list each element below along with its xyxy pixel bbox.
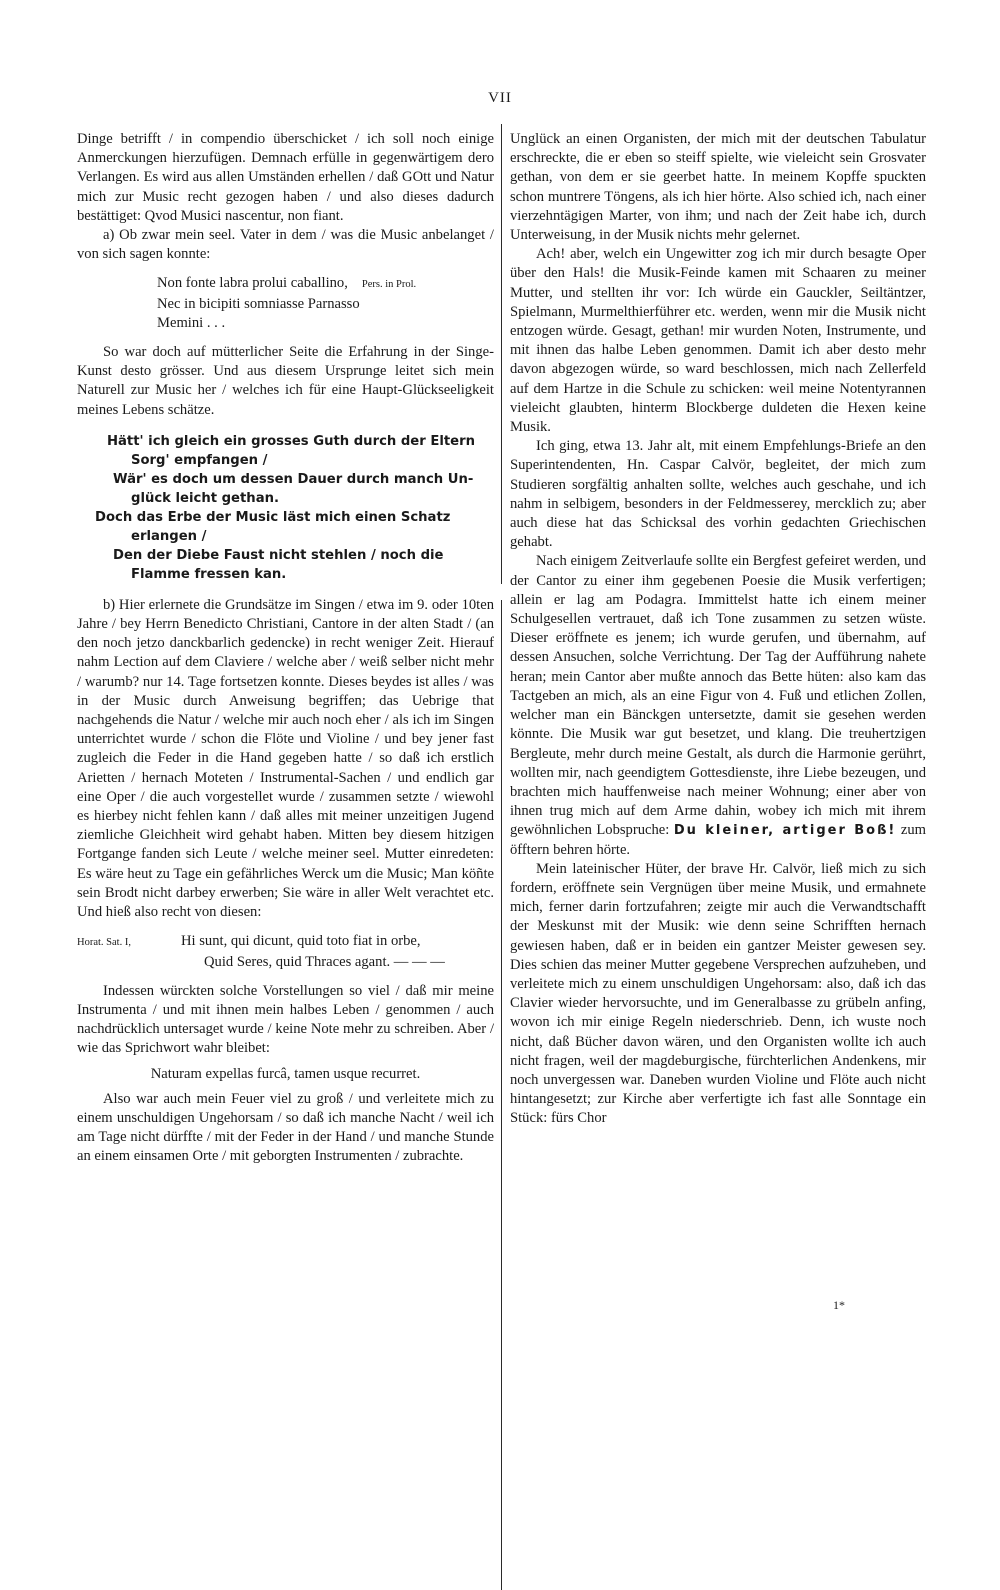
verse-line: Non fonte labra prolui caballino, [157,275,348,292]
page-number: VII [488,90,512,106]
paragraph: Unglück an einen Organisten, der mich mit der deutschen Tabulatur erschreckte, die er eben so steiff spielte, wie vieleicht sein Grosvater gethan, von dem er sie geerbet hatte. In meinem Kopffe spuckten schon muntrere Töngens, als ich hier hörte. Also schied ich, nach einer vierzehntägigen Marter, von ihm; und nach der Zeit habe ich, durch Unterweisung, in der Musik nichts mehr gelernet. [510,131,926,244]
verse-reference: Pers. in Prol. [361,279,417,291]
latin-verse [77,274,494,333]
paragraph: Ich ging, etwa 13. Jahr alt, mit einem Empfehlungs-Briefe an den Superintendenten, Hn. Caspar Calvör, begleitet, der mich zum Studieren sorgfältig anhalten sollte, welches auch geschahe, und ich nahm in selbigem, besonders in der Feldmesserey, mercklich zu; aber auch diese hat das Schicksal des vorhin gedachten Griechischen gehabt. [510,438,926,551]
poem-line: Den der Diebe Faust nicht stehlen / noch die [113,547,444,563]
poem-line: Wär' es doch um dessen Dauer durch manch Un- [113,471,474,487]
poem-line: glück leicht gethan. [131,490,279,506]
column-divider [501,124,502,584]
paragraph: Ach! aber, welch ein Ungewitter zog ich mir durch besagte Oper über den Hals! die Musik-Feinde kamen mit Schaaren zu meiner Mutter, und stellten ihr vor: Ich würde ein Gauckler, Seiltäntzer, Spielmann, Murmelthierführer etc. werden, wenn mir die Musik nicht entzogen würde. Gesagt, gethan! mir wurden Noten, Instrumente, und mit ihnen das halbe Leben genommen. Damit ich aber desto mehr davon abgezogen würde, so ward beschlossen, mich nach Zellerfeld auf dem Hartze in die Schule zu schicken: weil meine Notentyrannen vieleicht glaubten, hinterm Blockberge duldeten die Hexen keine Musik. [510,246,926,436]
paragraph-text: zum öfftern behren hörte. [510,822,926,858]
paragraph: Mein lateinischer Hüter, der brave Hr. Calvör, ließ mich zu sich fordern, eröffnete sein Vergnügen über meine Musik, und ermahnete mich, ferner darin fortzufahren; zeigte mir auch die Verwandtschafft der Meskunst mit der Musik: wie denn seine Schrifften hernach gewiesen haben, daß er in beiden ein gantzer Meister gewesen sey. Dies schien das meiner Mutter gegebene Versprechen aufzuheben, und verleitete mich zu einem unschuldigen Ungehorsam: also, daß ich das Clavier wieder hervorsuchte, und im Generalbasse zu grübeln anfing, wovon ich mir einige Regeln niederschrieb. Denn, ich wuste noch nicht, daß Bücher davon wären, und den Organisten wollte ich auch nicht fragen, weil der magdeburgische, fürchterlichen Andenkens, mir noch unvergessen war. Daneben wurden Violine und Flöte auch nicht hintangesetzt; zur Kirche aber verfertigte ich fast alle Sonntage ein Stück: fürs Chor [510,860,926,1127]
quote-source: Horat. Sat. I, [77,937,131,949]
signature-mark: 1* [833,1298,845,1312]
right-column [510,130,926,1129]
paragraph [510,552,926,859]
poem-line: erlangen / [131,528,207,544]
paragraph: Indessen würckten solche Vorstellungen so viel / daß mir meine Instrumenta / und mit ihnen mein halbes Leben / genommen / auch nachdrücklich untersaget wurde / keine Note mehr zu schreiben. Aber / wie das Sprichwort wahr bleibet: [77,982,494,1057]
paragraph: So war doch auf mütterlicher Seite die Erfahrung in der Singe-Kunst desto grösser. Und aus diesem Ursprunge leitet sich mein Naturell zur Music her / welches ich für eine Haupt-Glückseeligkeit meines Lebens schätze. [77,344,494,418]
horace-quote [77,932,494,971]
paragraph: Dinge betrifft / in compendio überschicket / ich soll noch einige Anmerckungen hierzufügen. Demnach erfülle in gegenwärtigem dero Verlangen. Es wird aus allen Umständen erhellen / daß GOtt und Natur mich zur Music recht gezogen haben / und also dieses dadurch bestättiget: Qvod Musici nascentur, non fiant. [77,131,494,224]
poem-line: Sorg' empfangen / [131,452,268,468]
left-column [77,130,494,1167]
poem-line: Doch das Erbe der Music läst mich einen Schatz [95,509,451,525]
spaced-quote: Du kleiner, artiger Boß! [673,823,897,839]
verse-line: Memini . . . [157,314,226,331]
german-poem [77,432,494,584]
poem-line: Hätt' ich gleich ein grosses Guth durch der Eltern [107,433,476,449]
column-divider [501,600,502,1590]
paragraph-text: Nach einigem Zeitverlaufe sollte ein Bergfest gefeiret werden, und der Cantor zu einer ihm gegebenen Poesie die Musik verfertigen; allein er lag am Podagra. Immittelst hatte ich einem meiner Schulgesellen vertrauet, daß ich Tone zusammen zu setzen wüste. Dieser eröffnete es jenem; ich wurde gerufen, und übernahm, auf dessen Ansuchen, solche Verrichtung. Der Tag der Aufführung nahete heran; mein Cantor aber mußte annoch das Bette hüten: also kam das Tactgeben an mich, als an eine Figur von 4. Fuß und etlichen Zollen, welcher man ein Bänckgen untersetzte, damit sie gesehen werden könnte. Die Musik war gut besetzet, und klang. Die treuhertzigen Bergleute, mehr durch meine Gestalt, als durch die Harmonie gerührt, wollten mir, nach geendigtem Gottesdienste, ihre Liebe bezeugen, und brachten mich hauffenweise nach meiner Wohnung; einer aber von ihnen trug mich auf dem Arme dahin, wobey ich mich mit ihrem gewöhnlichen Lobspruche: [510,553,926,839]
paragraph: Also war auch mein Feuer viel zu groß / und verleitete mich zu einem unschuldigen Ungehorsam / so daß ich manche Nacht / weil ich am Tage nicht dürffte / mit der Feder in der Hand / und manche Stunde an einem einsamen Orte / mit geborgten Instrumenten / zubrachte. [77,1090,494,1165]
paragraph: b) Hier erlernete die Grundsätze im Singen / etwa im 9. oder 10ten Jahre / bey Herrn Benedicto Christiani, Cantore in der alten Stadt / (an den noch jetzo danckbarlich gedencke) in recht weniger Zeit. Hierauf nahm Lection auf dem Claviere / welche aber / weiß selber nicht mehr / warumb? nur 14. Tage fortsetzen konnte. Dieses beydes ist alles / was in der Music durch Anweisung begriffen; das Uebrige that nachgehends die Natur / welche mir auch noch eher / als ich im Singen unterrichtet wurde / schon die Flöte und Violine / und bey jener fast zugleich die Feder in die Hand gegeben hatte / so daß ich erstlich Arietten / hernach Moteten / Instrumental-Sachen / und endlich gar eine Oper / die auch vorgestellet wurde / zusammen setzte / wiewohl es hierbey nicht fehlen kann / daß alles mit meiner unzeitigen Jugend ziemliche Gleichheit wird gehabt haben. Mitten bey diesem hitzigen Fortgange fanden sich Leute / welche meiner seel. Mutter einredeten: Es wäre heut zu Tage ein gefährliches Werck um die Music; Man köñte sein Brodt nicht darbey erwerben; Sie wäre in aller Welt verachtet etc. Und hieß also recht von diesen: [77,596,494,921]
verse-line: Quid Seres, quid Thraces agant. — — — [204,953,445,970]
poem-line: Flamme fressen kan. [131,566,287,582]
verse-line: Nec in bicipiti somniasse Parnasso [157,295,360,312]
verse-line: Hi sunt, qui dicunt, quid toto fiat in orbe, [181,933,421,950]
paragraph: a) Ob zwar mein seel. Vater in dem / was die Music anbelanget / von sich sagen konnte: [77,227,494,263]
proverb: Naturam expellas furcâ, tamen usque recurret. [150,1065,421,1082]
